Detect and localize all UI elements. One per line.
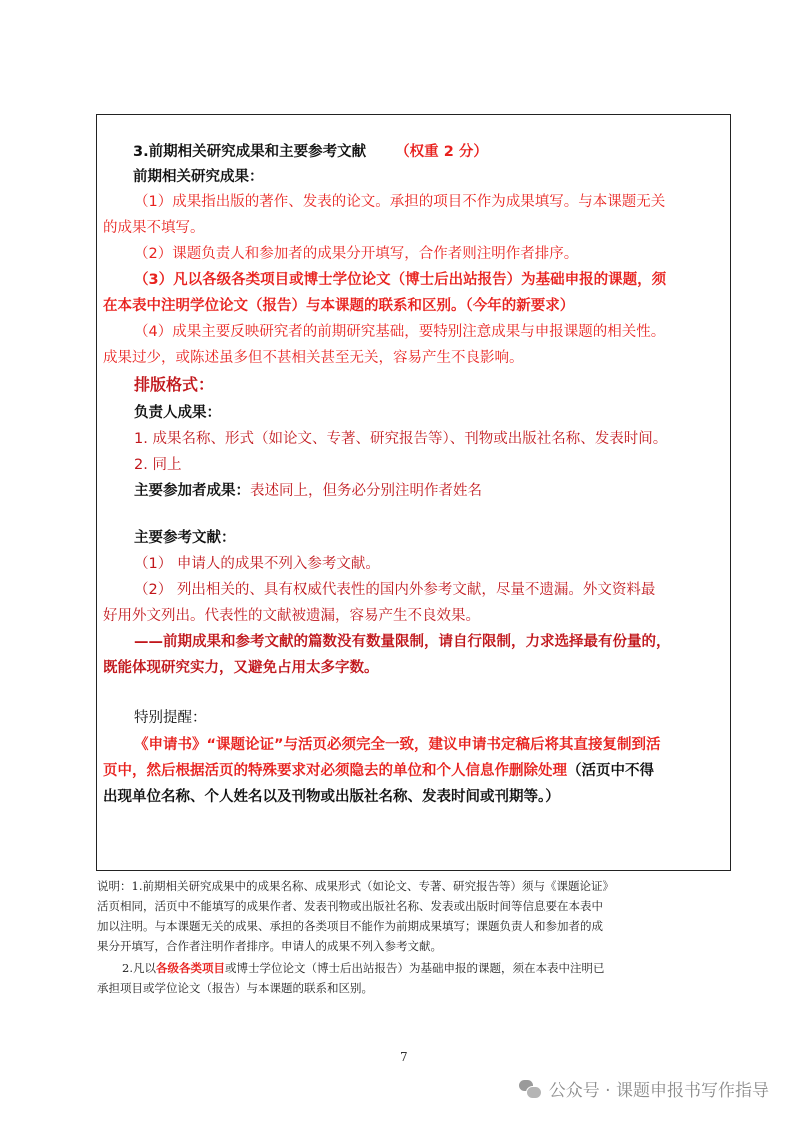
section-title — [133, 142, 488, 162]
note-2-prefix: 2.凡以 — [122, 961, 156, 975]
note-1-line-3: 加以注明。与本课题无关的成果、承担的各类项目不能作为前期成果填写；课题负责人和参加者的成 — [97, 919, 603, 933]
item-3-line-2: 在本表中注明学位论文（报告）与本课题的联系和区别。（今年的新要求） — [103, 298, 575, 314]
watermark — [519, 1076, 769, 1101]
note-1-line-1: 说明：1.前期相关研究成果中的成果名称、成果形式（如论文、专著、研究报告等）须与《课题论证》 — [97, 879, 614, 893]
reminder-line-1: 《申请书》“课题论证”与活页必须完全一致，建议申请书定稿后将其直接复制到活 — [134, 737, 661, 753]
sub-title: 前期相关研究成果： — [133, 169, 264, 185]
participant-text: 表述同上，但务必分别注明作者姓名 — [250, 483, 482, 499]
ref-note-line-1: ——前期成果和参考文献的篇数没有数量限制，请自行限制，力求选择最有份量的， — [134, 634, 671, 650]
reminder-line-3: 出现单位名称、个人姓名以及刊物或出版社名称、发表时间或刊期等。） — [103, 789, 560, 805]
ref-2-line-2: 好用外文列出。代表性的文献被遗漏，容易产生不良效果。 — [103, 608, 480, 624]
format-item-1: 1. 成果名称、形式（如论文、专著、研究报告等）、刊物或出版社名称、发表时间。 — [134, 431, 668, 447]
section-title-text: 3.前期相关研究成果和主要参考文献 — [133, 144, 367, 160]
leader-heading: 负责人成果： — [134, 405, 221, 421]
note-2-highlight: 各级各类项目 — [155, 961, 225, 975]
refs-heading: 主要参考文献： — [134, 530, 236, 546]
wechat-icon — [519, 1080, 541, 1098]
reminder-line-2-red: 页中，然后根据活页的特殊要求对必须隐去的单位和个人信息作删除处理 — [103, 763, 567, 779]
note-2-line-2: 承担项目或学位论文（报告）与本课题的联系和区别。 — [97, 981, 373, 995]
ref-note-line-2: 既能体现研究实力，又避免占用太多字数。 — [103, 660, 379, 676]
watermark-text: 公众号 · 课题申报书写作指导 — [548, 1081, 769, 1101]
participant-label: 主要参加者成果： — [134, 483, 250, 499]
item-3-line-1: （3）凡以各级各类项目或博士学位论文（博士后出站报告）为基础申报的课题，须 — [134, 272, 667, 288]
reminder-heading: 特别提醒： — [134, 710, 207, 726]
reminder-line-2 — [103, 761, 654, 781]
note-1-line-2: 活页相同，活页中不能填写的成果作者、发表刊物或出版社名称、发表或出版时间等信息要在本表中 — [97, 899, 603, 913]
item-2: （2）课题负责人和参加者的成果分开填写，合作者则注明作者排序。 — [134, 246, 579, 262]
note-2-line-1 — [122, 960, 604, 976]
ref-1: （1） 申请人的成果不列入参考文献。 — [134, 556, 380, 572]
item-4-line-2: 成果过少，或陈述虽多但不甚相关甚至无关，容易产生不良影响。 — [103, 350, 524, 366]
reminder-line-2-black: （活页中不得 — [567, 763, 654, 779]
item-1-line-1: （1）成果指出版的著作、发表的论文。承担的项目不作为成果填写。与本课题无关 — [134, 194, 666, 210]
ref-2-line-1: （2） 列出相关的、具有权威代表性的国内外参考文献，尽量不遗漏。外文资料最 — [134, 582, 656, 598]
weight-label: （权重 2 分） — [395, 144, 488, 160]
note-1-line-4: 果分开填写，合作者注明作者排序。申请人的成果不列入参考文献。 — [97, 939, 442, 953]
item-1-line-2: 的成果不填写。 — [103, 220, 205, 236]
note-2-rest: 或博士学位论文（博士后出站报告）为基础申报的课题，须在本表中注明已 — [224, 961, 605, 975]
format-heading: 排版格式： — [134, 375, 215, 394]
format-item-2: 2. 同上 — [134, 457, 182, 473]
page-number: 7 — [400, 1050, 408, 1064]
item-4-line-1: （4）成果主要反映研究者的前期研究基础，要特别注意成果与申报课题的相关性。 — [134, 324, 666, 340]
participant-line — [134, 481, 482, 501]
